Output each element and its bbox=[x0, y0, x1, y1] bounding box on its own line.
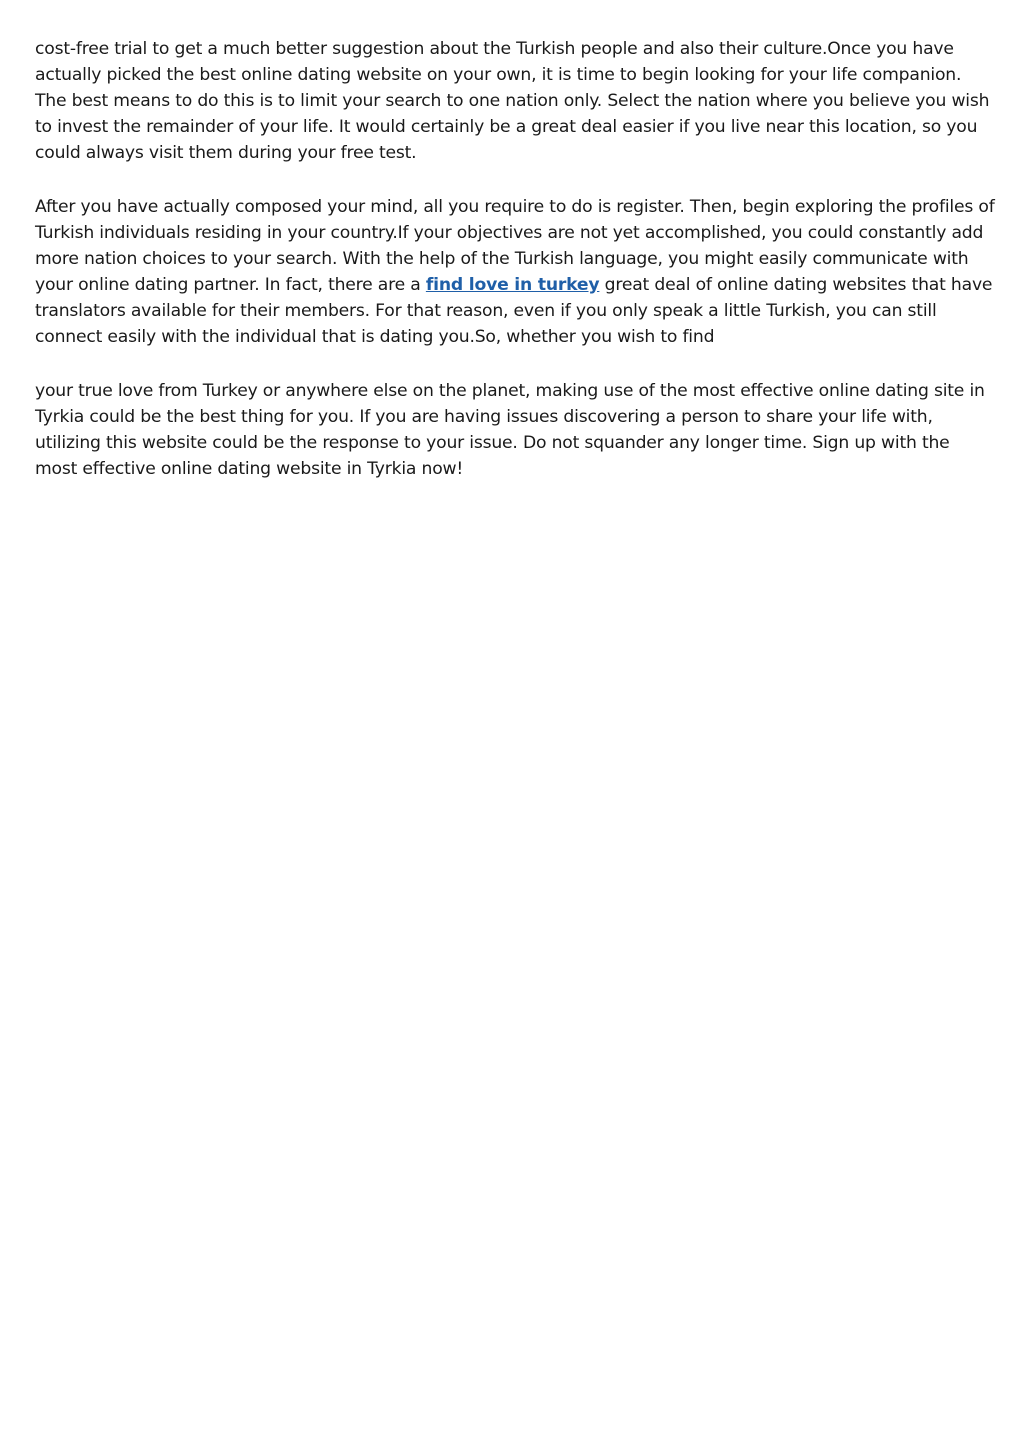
paragraph-2-text-before-link: After you have actually composed your mind, all you require to do is register. Then, begin exploring the profiles of Turkish individuals residing in your country.If your objectives are not yet accomplished, you could constantly add more nation choices to your search. With the help of the Turkish language, you might easily communicate with your online dating partner. In fact, there are a bbox=[35, 197, 995, 295]
paragraph-3 bbox=[35, 378, 995, 482]
paragraph-3-text: your true love from Turkey or anywhere else on the planet, making use of the most effective online dating site in Tyrkia could be the best thing for you. If you are having issues discovering a person to share your life with, utilizing this website could be the response to your issue. Do not squander any longer time. Sign up with the most effective online dating website in Tyrkia now! bbox=[35, 381, 985, 479]
paragraph-1 bbox=[35, 36, 995, 166]
paragraph-2-text-after-link: great deal of online dating websites that have translators available for their members. For that reason, even if you only speak a little Turkish, you can still connect easily with the individual that is dating you.So, whether you wish to find bbox=[35, 275, 993, 347]
paragraph-2 bbox=[35, 194, 995, 350]
document-body bbox=[35, 36, 995, 510]
find-love-in-turkey-link[interactable]: find love in turkey bbox=[425, 275, 600, 295]
paragraph-1-text: cost-free trial to get a much better suggestion about the Turkish people and also their culture.Once you have actually picked the best online dating website on your own, it is time to begin looking for your life companion. The best means to do this is to limit your search to one nation only. Select the nation where you believe you wish to invest the remainder of your life. It would certainly be a great deal easier if you live near this location, so you could always visit them during your free test. bbox=[35, 39, 990, 163]
